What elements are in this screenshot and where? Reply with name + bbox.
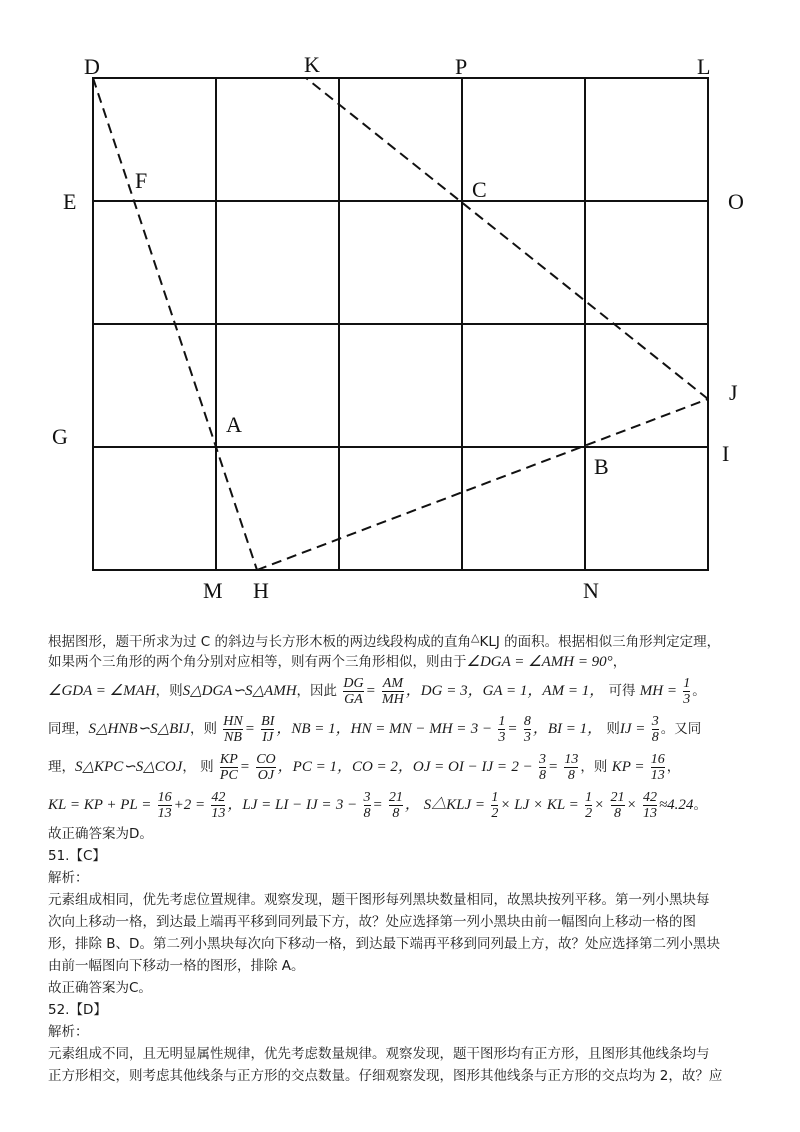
fraction-3-8: $\frac{3}{8}$ xyxy=(651,713,659,745)
fraction-CO-OJ: $\frac{CO}{OJ}$ xyxy=(256,751,276,783)
fraction-BI-IJ: $\frac{BI}{IJ}$ xyxy=(261,713,275,745)
fraction-1-2-b: $\frac{1}{2}$ xyxy=(585,789,593,821)
fraction-3-8-b: $\frac{3}{8}$ xyxy=(538,751,546,783)
q51-analysis-label: 解析： xyxy=(48,870,89,886)
label-G: G xyxy=(52,424,68,449)
label-D: D xyxy=(84,54,100,79)
fraction-3-8-c: $\frac{3}{8}$ xyxy=(363,789,371,821)
fraction-21-8-b: $\frac{21}{8}$ xyxy=(610,789,625,821)
q52-analysis-label: 解析： xyxy=(48,1024,89,1040)
solution-line-2: 如果两个三角形的两个角分别对应相等，则有两个三角形相似，则由于∠DGA = ∠AMH = 90°， xyxy=(48,654,627,670)
label-P: P xyxy=(455,54,468,79)
fraction-DG-GA: $\frac{DG}{GA}$ xyxy=(343,675,364,707)
solution-line-5: 理，S△KPC∽S△COJ， 则 $\frac{KP}{PC}$ = $\frac{CO}{OJ}$ ，PC = 1，CO = 2，OJ = OI − IJ = 2 − $\frac{3}{8}$ = $\frac{13}{8}$ ，则 KP = $\frac{16}{13}$ ， xyxy=(48,751,681,783)
segment-HJ xyxy=(257,399,708,570)
solution-line-4: 同理，S△HNB∽S△BIJ，则 $\frac{HN}{NB}$ = $\frac{BI}{IJ}$ ，NB = 1，HN = MN − MH = 3 − $\frac{1}{3}$ = $\frac{8}{3}$ ，BI = 1， 则IJ = $\frac{3}{8}$ 。又同 xyxy=(48,713,702,745)
label-K: K xyxy=(304,52,320,77)
fraction-16-13-b: $\frac{16}{13}$ xyxy=(157,789,172,821)
fraction-42-13-b: $\frac{42}{13}$ xyxy=(642,789,657,821)
label-F: F xyxy=(135,168,148,193)
segment-JK xyxy=(306,78,708,399)
q51-number: 51.【C】 xyxy=(48,848,106,864)
label-J: J xyxy=(729,380,738,405)
q51-text-1: 元素组成相同，优先考虑位置规律。观察发现，题干图形每列黑块数量相同，故黑块按列平移。第一列小黑块每 xyxy=(48,892,710,908)
fraction-1-3-b: $\frac{1}{3}$ xyxy=(498,713,506,745)
q51-text-4: 由前一幅图向下移动一格的图形，排除 A。 xyxy=(48,958,305,974)
fraction-21-8: $\frac{21}{8}$ xyxy=(388,789,403,821)
answer-50: 故正确答案为D。 xyxy=(48,826,153,842)
fraction-13-8: $\frac{13}{8}$ xyxy=(564,751,579,783)
q51-text-2: 次向上移动一格，到达最上端再平移到同列最下方，故？处应选择第一列小黑块由前一幅图向上移动一格的图 xyxy=(48,914,696,930)
solution-line-6: KL = KP + PL = $\frac{16}{13}$ +2 = $\frac{42}{13}$ ，LJ = LI − IJ = 3 − $\frac{3}{8}$ = $\frac{21}{8}$ ， S△KLJ = $\frac{1}{2}$ × LJ × KL = $\frac{1}{2}$ × $\frac{21}{8}$ × $\frac{42}{13}$ ≈4.24。 xyxy=(48,789,707,821)
label-H: H xyxy=(253,578,269,603)
fraction-1-2: $\frac{1}{2}$ xyxy=(491,789,499,821)
fraction-42-13: $\frac{42}{13}$ xyxy=(211,789,226,821)
q52-text-1: 元素组成不同，且无明显属性规律，优先考虑数量规律。观察发现，题干图形均有正方形，且图形其他线条均与 xyxy=(48,1046,710,1062)
label-I: I xyxy=(722,441,730,466)
grid xyxy=(93,78,708,570)
q52-number: 52.【D】 xyxy=(48,1002,107,1018)
solution-line-3: ∠GDA = ∠MAH，则S△DGA∽S△AMH，因此 $\frac{DG}{GA}$ = $\frac{AM}{MH}$ ，DG = 3，GA = 1，AM = 1， 可得 MH = $\frac{1}{3}$ 。 xyxy=(48,675,706,707)
fraction-AM-MH: $\frac{AM}{MH}$ xyxy=(382,675,404,707)
label-B: B xyxy=(594,454,609,479)
label-C: C xyxy=(472,177,487,202)
fraction-16-13: $\frac{16}{13}$ xyxy=(650,751,665,783)
label-A: A xyxy=(226,412,242,437)
fraction-1-3: $\frac{1}{3}$ xyxy=(683,675,691,707)
fraction-HN-NB: $\frac{HN}{NB}$ xyxy=(223,713,243,745)
q52-text-2: 正方形相交，则考虑其他线条与正方形的交点数量。仔细观察发现，图形其他线条与正方形的交点均为 2，故？应 xyxy=(48,1068,723,1084)
fraction-KP-PC: $\frac{KP}{PC}$ xyxy=(219,751,238,783)
label-M: M xyxy=(203,578,223,603)
q51-text-3: 形，排除 B、D。第二列小黑块每次向下移动一格，到达最下端再平移到同列最上方，故？处应选择第二列小黑块 xyxy=(48,936,720,952)
label-N: N xyxy=(583,578,599,603)
label-L: L xyxy=(697,54,711,79)
fraction-8-3: $\frac{8}{3}$ xyxy=(523,713,531,745)
q51-answer: 故正确答案为C。 xyxy=(48,980,152,996)
solution-line-1: 根据图形，题干所求为过 C 的斜边与长方形木板的两边线段构成的直角△KLJ 的面积。根据相似三角形判定定理， xyxy=(48,631,721,650)
label-O: O xyxy=(728,189,744,214)
label-E: E xyxy=(63,189,77,214)
